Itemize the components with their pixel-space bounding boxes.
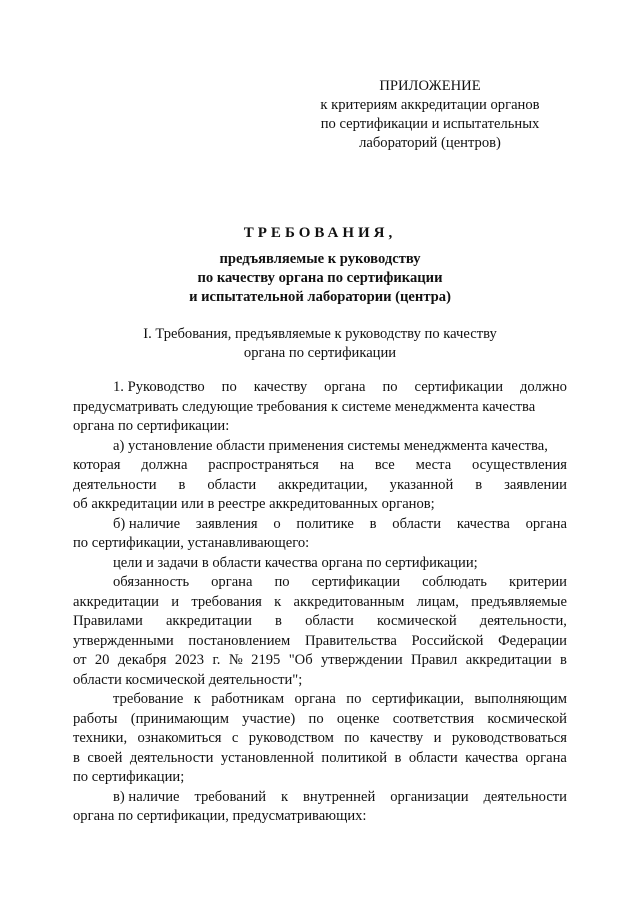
word: соблюдать (422, 574, 487, 590)
paragraph-line: цели и задачи в области качества органа по сертификации; (113, 554, 478, 571)
word: деятельности (483, 788, 567, 805)
word: деятельности (73, 476, 157, 493)
word: к (274, 593, 282, 610)
word: должна (141, 457, 188, 473)
word: органа (211, 574, 253, 590)
paragraph-line: по сертификации, устанавливающего: (73, 535, 310, 551)
word: работы (73, 710, 118, 727)
word: постановлением (188, 632, 291, 649)
word: места (415, 457, 452, 473)
word: установленной (220, 749, 314, 766)
word: в (275, 613, 282, 629)
word: по (344, 730, 360, 746)
word: выполняющим (474, 691, 567, 707)
word: сертификации, (371, 691, 464, 707)
word: с (231, 730, 239, 746)
word: техники, (73, 730, 128, 746)
word: распространяться (208, 457, 319, 473)
word: и (433, 730, 442, 746)
section-heading (0, 325, 640, 363)
subtitle-line: предъявляемые к руководству (219, 251, 421, 267)
word: критерии (508, 574, 567, 590)
paragraph (73, 437, 567, 515)
word: в (369, 515, 377, 532)
paragraph (73, 690, 567, 788)
word: должно (519, 379, 567, 395)
paragraph-line: органа по сертификации: (73, 418, 230, 434)
word: на (339, 457, 354, 473)
word: утвержденными (73, 632, 174, 649)
paragraph-line: предусматривать следующие требования к системе менеджмента качества (73, 398, 536, 415)
word: в (394, 749, 402, 766)
word: № (228, 652, 243, 668)
word: "Об (288, 652, 313, 668)
paragraph-line (73, 729, 567, 749)
appendix-line: по сертификации и испытательных (320, 116, 540, 132)
paragraph (73, 378, 567, 437)
paragraph-line: по сертификации; (73, 769, 185, 785)
word: сертификации (311, 574, 401, 590)
paragraph-line: органа по сертификации, предусматривающих: (73, 808, 367, 824)
paragraph-line (73, 456, 567, 476)
word: г. (212, 652, 221, 668)
word: 2195 (251, 652, 281, 668)
word: о (273, 515, 281, 532)
word: руководством (248, 730, 334, 746)
word: все (374, 457, 395, 473)
paragraph-line: а) установление области применения системы менеджмента качества, (113, 437, 548, 454)
word: оценке (336, 710, 380, 727)
word: органа (324, 379, 366, 395)
word: аккредитации (165, 613, 252, 629)
word: к (193, 691, 201, 707)
word: 2023 (174, 652, 205, 668)
paragraph-line (73, 378, 567, 398)
paragraph-line: об аккредитации или в реестре аккредитованных органов; (73, 496, 435, 512)
word: соответствия (392, 710, 475, 727)
word: политикой (321, 749, 388, 766)
word: области (392, 515, 442, 532)
word: требования (191, 593, 262, 610)
document-subtitle (0, 250, 640, 307)
word: организации (390, 788, 469, 805)
word: к (281, 788, 289, 805)
paragraph-line (73, 593, 567, 613)
word: (принимающим (130, 710, 229, 727)
word: 1. Руководство (113, 379, 205, 395)
word: осуществления (472, 457, 567, 473)
word: требование (113, 691, 184, 707)
paragraph (73, 515, 567, 554)
word: требований (194, 788, 267, 805)
word: космической (376, 613, 457, 629)
word: Федерации (498, 632, 567, 649)
word: по (308, 710, 324, 727)
word: органа (525, 749, 567, 766)
word: Правилами (73, 613, 143, 629)
appendix-line: лабораторий (центров) (359, 135, 501, 151)
word: Правил (411, 652, 458, 668)
word: сертификации (414, 379, 504, 395)
document-body (73, 378, 567, 827)
word: космической (487, 710, 567, 727)
word: в (560, 652, 567, 668)
appendix-block (300, 77, 560, 153)
section-heading-line: I. Требования, предъявляемые к руководству по качеству (143, 326, 497, 342)
paragraph (73, 573, 567, 690)
word: качеству (369, 730, 424, 746)
word: по (346, 691, 362, 707)
word: заявлении (504, 476, 567, 493)
word: аккредитованным (293, 593, 405, 610)
appendix-heading: ПРИЛОЖЕНИЕ (379, 78, 481, 94)
paragraph-line (73, 632, 567, 652)
word: в (73, 749, 80, 766)
word: в (475, 476, 483, 493)
document-title: ТРЕБОВАНИЯ, (243, 225, 397, 241)
word: качества (456, 515, 510, 532)
word: внутренней (303, 788, 376, 805)
word: б) наличие (113, 515, 181, 532)
word: обязанность (113, 574, 190, 590)
subtitle-line: по качеству органа по сертификации (197, 270, 443, 286)
paragraph-line (73, 476, 567, 496)
word: аккредитации (465, 652, 552, 668)
paragraph-line (73, 788, 567, 808)
word: качеству (253, 379, 308, 395)
paragraph-line (73, 710, 567, 730)
paragraph-line (73, 612, 567, 632)
paragraph (73, 788, 567, 827)
word: по (382, 379, 398, 395)
word: аккредитации, (278, 476, 368, 493)
appendix-line: к критериям аккредитации органов (320, 97, 540, 113)
paragraph (73, 554, 567, 574)
word: ознакомиться (137, 730, 222, 746)
word: которая (73, 457, 121, 473)
word: своей (87, 749, 123, 766)
paragraph-line: области космической деятельности"; (73, 671, 303, 688)
word: 20 (94, 652, 110, 668)
word: по (274, 574, 290, 590)
subtitle-line: и испытательной лаборатории (центра) (189, 289, 451, 305)
word: участие) (242, 710, 296, 727)
word: области (408, 749, 458, 766)
word: в) наличие (113, 788, 180, 805)
word: Российской (411, 632, 484, 649)
section-heading-line: органа по сертификации (243, 345, 397, 361)
word: указанной (389, 476, 454, 493)
word: работникам (211, 691, 285, 707)
word: лицам, (416, 593, 459, 610)
paragraph-line (73, 651, 567, 671)
word: органа (525, 515, 567, 532)
paragraph-line (73, 515, 567, 535)
paragraph-line (73, 573, 567, 593)
word: деятельности (129, 749, 214, 766)
word: предъявляемые (471, 593, 567, 610)
word: по (221, 379, 237, 395)
word: Правительства (304, 632, 397, 649)
word: качества (465, 749, 519, 766)
word: деятельности, (479, 613, 567, 629)
word: руководствоваться (451, 730, 567, 746)
word: и (171, 593, 180, 610)
word: политике (296, 515, 354, 532)
word: декабря (117, 652, 167, 668)
word: от (73, 652, 87, 668)
word: органа (294, 691, 336, 707)
word: области (207, 476, 257, 493)
word: утверждении (321, 652, 403, 668)
paragraph-line (73, 749, 567, 769)
word: заявления (195, 515, 258, 532)
word: в (178, 476, 186, 493)
word: области (305, 613, 354, 629)
word: аккредитации (73, 593, 159, 610)
paragraph-line (73, 690, 567, 710)
